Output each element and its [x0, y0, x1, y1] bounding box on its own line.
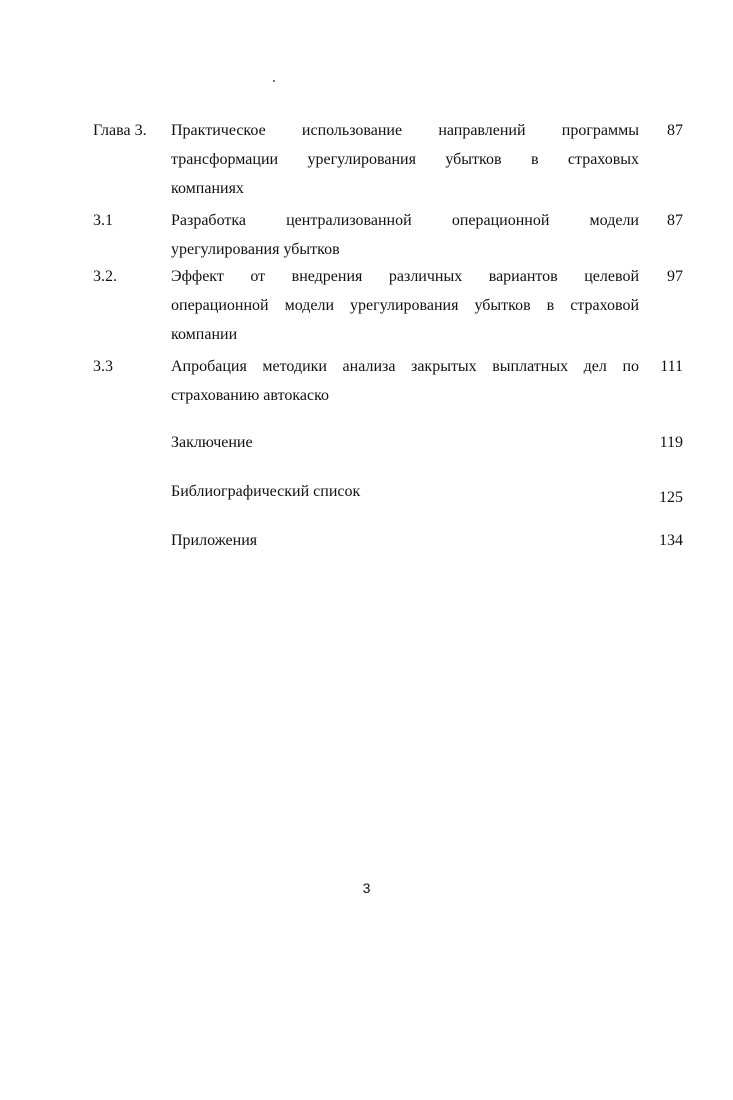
toc-entry-title	[171, 526, 639, 555]
toc-entry-title	[171, 477, 639, 506]
toc-entry-title	[171, 116, 639, 203]
toc-entry-page: 87	[667, 122, 683, 139]
toc-entry-page: 87	[667, 212, 683, 229]
toc-entry-page: 111	[660, 358, 683, 375]
toc-entry-number: 3.3	[93, 358, 113, 375]
toc-entry-number: 3.1	[93, 212, 113, 229]
toc-entry-title-line: Апробация методики анализа закрытых выплатных дел по	[171, 358, 639, 375]
toc-entry-title-line: урегулирования убытков	[171, 241, 340, 258]
toc-entry-number: Глава 3.	[93, 122, 147, 139]
toc-entry-title-line: Приложения	[171, 532, 258, 549]
toc-entry-title	[171, 428, 639, 457]
toc-entry-title-line: Разработка централизованной операционной модели	[171, 212, 639, 229]
toc-entry-title-line: компаниях	[171, 180, 244, 197]
toc-entry-title-line: Библиографический список	[171, 483, 361, 500]
toc-entry-title-line: трансформации урегулирования убытков в страховых	[171, 151, 639, 168]
toc-entry-title	[171, 206, 639, 264]
toc-entry-title-line: страхованию автокаско	[171, 387, 330, 404]
toc-entry-title-line: Заключение	[171, 434, 253, 451]
page-number: 3	[362, 880, 371, 896]
toc-entry-page: 134	[659, 532, 683, 549]
toc-entry-title-line: Эффект от внедрения различных вариантов целевой	[171, 268, 639, 285]
toc-entry-number: 3.2.	[93, 268, 117, 285]
stray-dot	[273, 80, 275, 82]
toc-entry-title	[171, 262, 639, 349]
toc-entry-title-line: компании	[171, 326, 238, 343]
toc-entry-page: 119	[659, 434, 683, 451]
toc-entry-title	[171, 352, 639, 410]
toc-entry-page: 125	[659, 489, 683, 506]
toc-entry-page: 97	[667, 268, 683, 285]
toc-entry-title-line: Практическое использование направлений программы	[171, 122, 639, 139]
toc-entry-title-line: операционной модели урегулирования убытков в страховой	[171, 297, 639, 314]
